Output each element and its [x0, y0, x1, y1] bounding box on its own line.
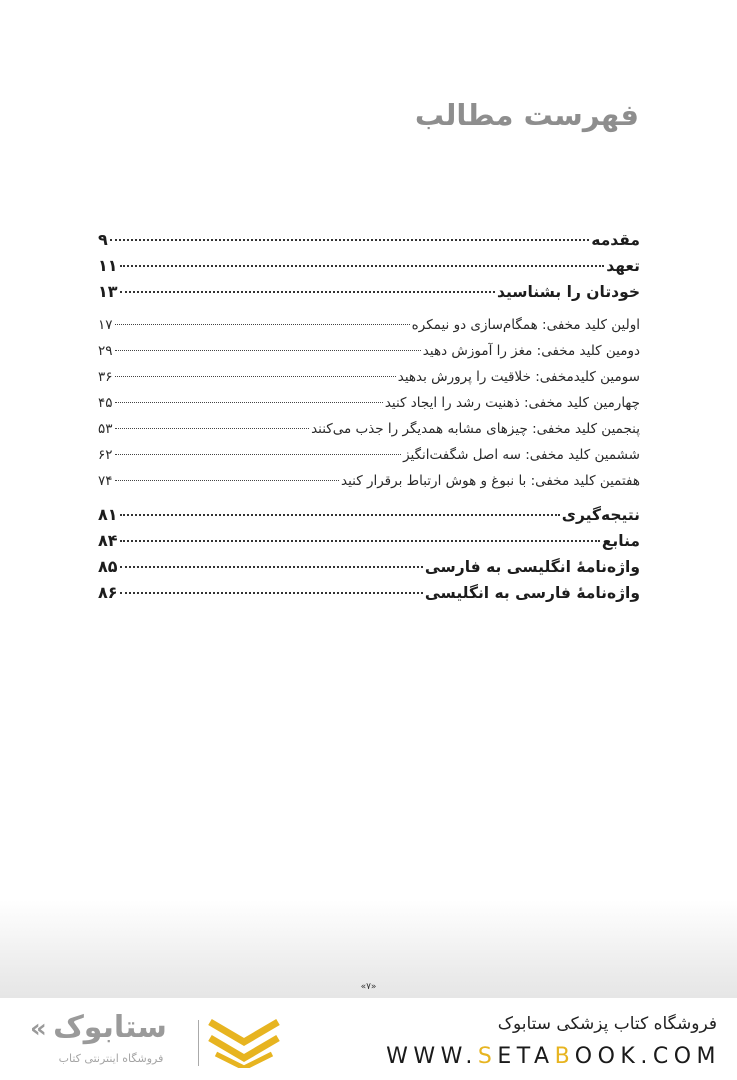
dot-leader: [115, 454, 402, 455]
toc-entry-page: ۱۱: [98, 256, 118, 275]
toc-subentry-page: ۴۵: [98, 395, 113, 411]
toc-subentry-label: پنجمین کلید مخفی: چیزهای مشابه همدیگر را جذب می‌کنند: [311, 421, 640, 437]
toc-entry-page: ۹: [98, 230, 108, 249]
toc-subentry-label: هفتمین کلید مخفی: با نبوغ و هوش ارتباط برقرار کنید: [341, 473, 640, 489]
toc-entry-page: ۸۱: [98, 505, 118, 524]
toc-entry-label: واژه‌نامهٔ فارسی به انگلیسی: [424, 584, 640, 602]
toc-entry-page: ۸۵: [98, 557, 118, 576]
table-of-contents: [98, 230, 640, 609]
toc-subentry[interactable]: [98, 395, 640, 421]
store-footer-banner[interactable]: [0, 998, 737, 1080]
toc-subentry-label: چهارمین کلید مخفی: ذهنیت رشد را ایجاد کنید: [384, 395, 640, 411]
toc-entry-label: واژه‌نامهٔ انگلیسی به فارسی: [424, 558, 640, 576]
toc-entry[interactable]: [98, 583, 640, 609]
toc-subentry[interactable]: [98, 421, 640, 447]
dot-leader: [120, 540, 600, 542]
url-accent-letter: S: [477, 1044, 498, 1069]
dot-leader: [120, 566, 423, 568]
dot-leader: [115, 480, 339, 481]
toc-entry-label: منابع: [601, 532, 640, 550]
double-chevron-left-icon: «: [30, 1014, 47, 1044]
toc-entry-page: ۱۳: [98, 282, 118, 301]
dot-leader: [115, 402, 383, 403]
store-logo-wordmark: ستابوک: [53, 1010, 167, 1045]
toc-subentry[interactable]: [98, 317, 640, 343]
toc-entry[interactable]: [98, 256, 640, 282]
store-name: فروشگاه کتاب پزشکی ستابوک: [497, 1014, 717, 1034]
dot-leader: [120, 265, 605, 267]
dot-leader: [115, 428, 310, 429]
toc-subentry-page: ۱۷: [98, 317, 113, 333]
url-part: WWW.: [386, 1044, 478, 1069]
toc-entry-page: ۸۶: [98, 583, 118, 602]
url-accent-letter: B: [554, 1044, 575, 1069]
store-url[interactable]: [386, 1044, 721, 1069]
toc-subentry[interactable]: [98, 447, 640, 473]
toc-subentry[interactable]: [98, 473, 640, 499]
dot-leader: [120, 514, 560, 516]
toc-subentry-label: دومین کلید مخفی: مغز را آموزش دهید: [422, 343, 640, 359]
toc-entry[interactable]: [98, 505, 640, 531]
book-stack-logo-icon: [206, 1016, 282, 1068]
toc-entry[interactable]: [98, 282, 640, 308]
page-number: «۷»: [360, 982, 377, 992]
dot-leader: [120, 592, 423, 594]
toc-subentry[interactable]: [98, 369, 640, 395]
toc-entry[interactable]: [98, 557, 640, 583]
dot-leader: [110, 239, 590, 241]
toc-subentry-page: ۵۳: [98, 421, 113, 437]
toc-entry-label: مقدمه: [591, 231, 640, 249]
url-part: OOK.COM: [574, 1044, 721, 1069]
toc-subentry-page: ۶۲: [98, 447, 113, 463]
url-part: ETA: [497, 1044, 555, 1069]
toc-entry-page: ۸۴: [98, 531, 118, 550]
store-logo-tagline: فروشگاه اینترنتی کتاب: [58, 1052, 164, 1065]
toc-subentry-label: ششمین کلید مخفی: سه اصل شگفت‌انگیز: [403, 447, 640, 463]
toc-subentry[interactable]: [98, 343, 640, 369]
toc-entry[interactable]: [98, 531, 640, 557]
toc-entry-label: خودتان را بشناسید: [496, 283, 640, 301]
dot-leader: [115, 350, 421, 351]
logo-divider: [198, 1020, 199, 1066]
toc-subentry-label: اولین کلید مخفی: همگام‌سازی دو نیمکره: [411, 317, 640, 333]
toc-subentry-page: ۲۹: [98, 343, 113, 359]
dot-leader: [115, 324, 410, 325]
toc-subentry-label: سومین کلیدمخفی: خلاقیت را پرورش بدهید: [397, 369, 640, 385]
dot-leader: [115, 376, 396, 377]
toc-subentry-page: ۷۴: [98, 473, 113, 489]
toc-entry-label: نتیجه‌گیری: [561, 506, 640, 524]
dot-leader: [120, 291, 495, 293]
toc-entry[interactable]: [98, 230, 640, 256]
toc-entry-label: تعهد: [606, 257, 640, 275]
page-title: فهرست مطالب: [414, 98, 639, 132]
toc-subentry-page: ۳۶: [98, 369, 113, 385]
